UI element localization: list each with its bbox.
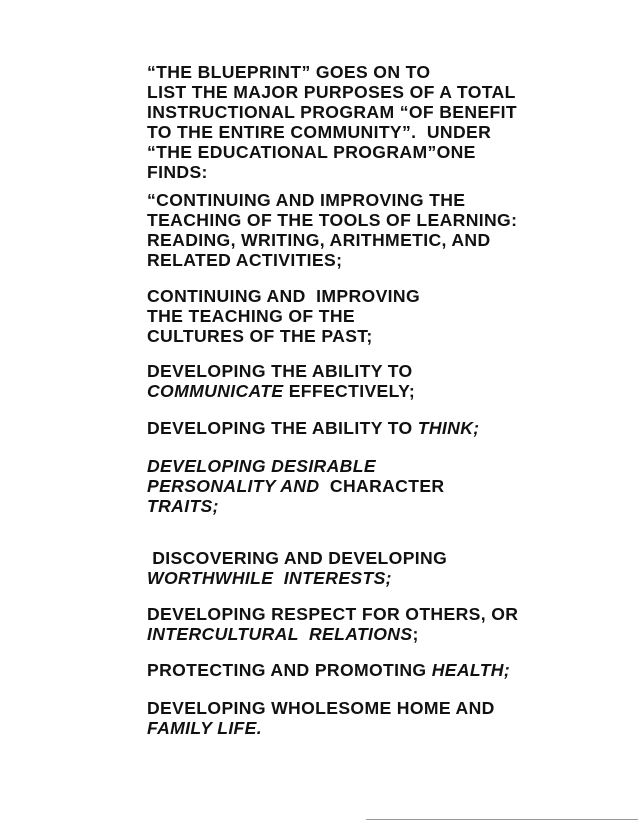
text-run-italic: DEVELOPING DESIRABLE [147,456,376,476]
text-line [147,122,517,142]
purpose-think [147,418,479,438]
text-line [147,476,444,496]
text-line [147,326,420,346]
text-run: “CONTINUING AND IMPROVING THE [147,190,466,210]
purpose-family-life [147,698,495,738]
text-run: DEVELOPING RESPECT FOR OTHERS, OR [147,604,519,624]
text-run-italic: HEALTH; [431,660,511,680]
text-line [147,496,444,516]
text-run: LIST THE MAJOR PURPOSES OF A TOTAL [147,82,516,102]
text-run: TEACHING OF THE TOOLS OF LEARNING: [147,210,518,230]
text-run: PROTECTING AND PROMOTING [147,660,432,680]
text-line [147,102,517,122]
text-line [147,62,517,82]
text-run: DEVELOPING THE ABILITY TO [147,418,418,438]
text-line [147,418,479,438]
text-run-italic: WORTHWHILE INTERESTS; [147,568,392,588]
text-run: FINDS: [147,162,208,182]
text-line [147,604,518,624]
text-line [147,190,517,210]
text-line [147,660,510,680]
text-run-italic: TRAITS; [147,496,219,516]
purpose-intercultural [147,604,518,644]
text-line [147,361,415,381]
intro-paragraph [147,62,517,182]
text-line [147,306,420,326]
text-run: “THE BLUEPRINT” GOES ON TO [147,62,431,82]
text-run: CULTURES OF THE PAST; [147,326,373,346]
text-line [147,162,517,182]
text-line [147,548,447,568]
text-line [147,230,517,250]
text-line [147,698,495,718]
text-run-italic: PERSONALITY AND [147,476,320,496]
purpose-tools-of-learning [147,190,517,270]
text-line [147,250,517,270]
text-run: INSTRUCTIONAL PROGRAM “OF BENEFIT [147,102,517,122]
text-line [147,210,517,230]
text-run: CHARACTER [319,476,445,496]
text-run: DISCOVERING AND DEVELOPING [147,548,448,568]
text-run: RELATED ACTIVITIES; [147,250,343,270]
bottom-edge-rule [366,819,638,820]
text-run: ; [412,624,419,644]
text-line [147,286,420,306]
text-run: “THE EDUCATIONAL PROGRAM”ONE [147,142,476,162]
text-run-italic: THINK; [417,418,480,438]
text-line [147,568,447,588]
text-run: TO THE ENTIRE COMMUNITY”. UNDER [147,122,492,142]
text-run: DEVELOPING WHOLESOME HOME AND [147,698,495,718]
text-line [147,624,518,644]
text-run-italic: FAMILY LIFE. [147,718,262,738]
text-line [147,82,517,102]
text-run: EFFECTIVELY; [283,381,416,401]
purpose-cultures-of-past [147,286,420,346]
text-line [147,381,415,401]
text-run: THE TEACHING OF THE [147,306,355,326]
text-line [147,718,495,738]
purpose-interests [147,548,447,588]
purpose-personality [147,456,444,516]
text-run: READING, WRITING, ARITHMETIC, AND [147,230,491,250]
purpose-health [147,660,510,680]
text-run-italic: INTERCULTURAL RELATIONS [147,624,413,644]
text-run: DEVELOPING THE ABILITY TO [147,361,413,381]
text-run: CONTINUING AND IMPROVING [147,286,420,306]
purpose-communicate [147,361,415,401]
text-run-italic: COMMUNICATE [147,381,284,401]
text-line [147,456,444,476]
text-line [147,142,517,162]
